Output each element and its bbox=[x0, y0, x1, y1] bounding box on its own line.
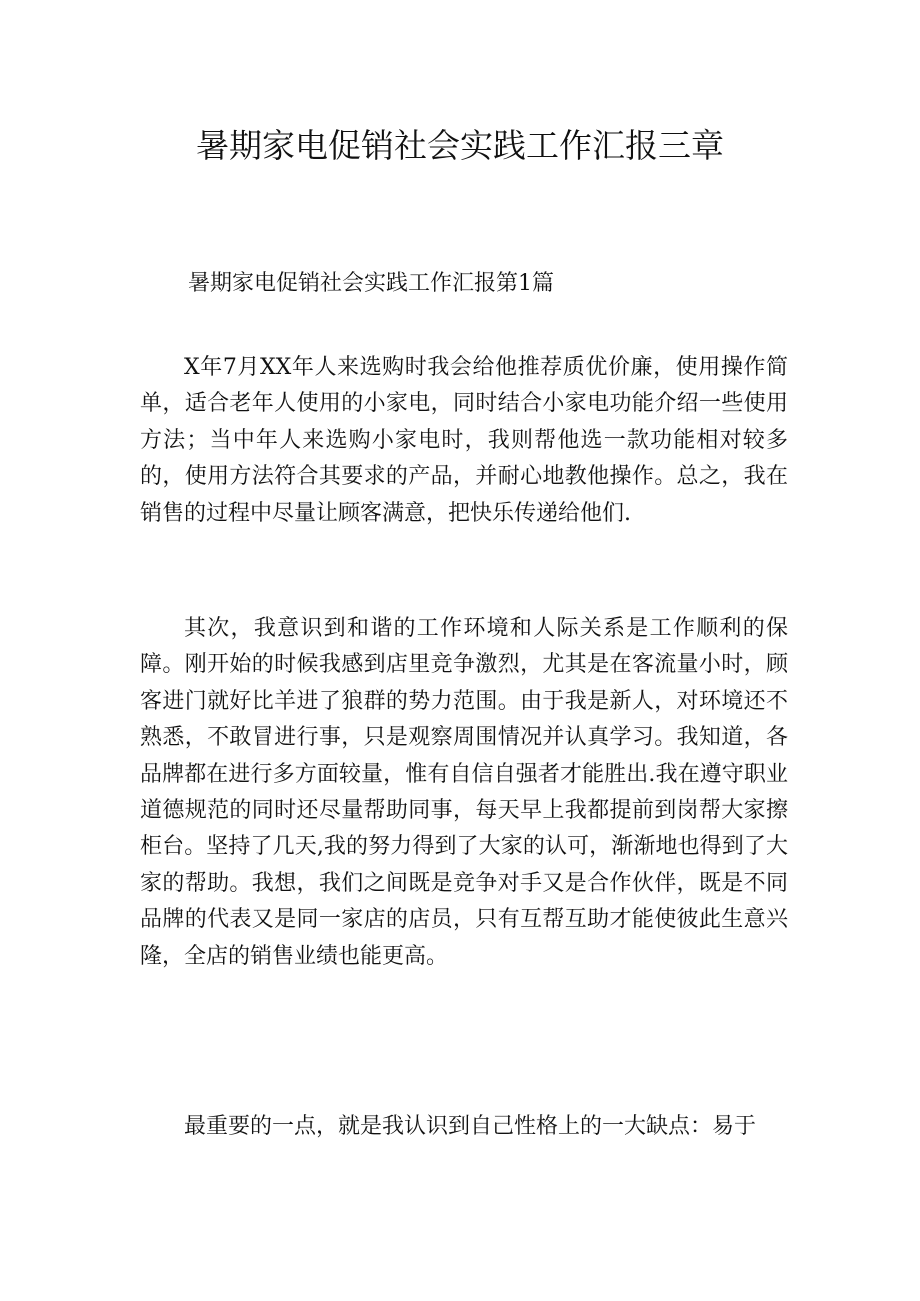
document-title: 暑期家电促销社会实践工作汇报三章 bbox=[196, 126, 724, 165]
paragraph-1: X年7月XX年人来选购时我会给他推荐质优价廉，使用操作简单，适合老年人使用的小家电，同时结合小家电功能介绍一些使用方法；当中年人来选购小家电时，我则帮他选一款功能相对较多的，使用方法符合其要求的产品，并耐心地教他操作。总之，我在销售的过程中尽量让顾客满意，把快乐传递给他们. bbox=[140, 355, 788, 526]
paragraph-3: 最重要的一点，就是我认识到自己性格上的一大缺点：易于 bbox=[184, 1114, 757, 1139]
section-subtitle: 暑期家电促销社会实践工作汇报第1篇 bbox=[188, 271, 554, 296]
paragraph-2: 其次，我意识到和谐的工作环境和人际关系是工作顺利的保障。刚开始的时候我感到店里竞争激烈，尤其是在客流量小时，顾客进门就好比羊进了狼群的势力范围。由于我是新人，对环境还不熟悉，不敢冒进行事，只是观察周围情况并认真学习。我知道，各品牌都在进行多方面较量，惟有自信自强者才能胜出.我在遵守职业道德规范的同时还尽量帮助同事，每天早上我都提前到岗帮大家擦柜台。坚持了几天,我的努力得到了大家的认可，渐渐地也得到了大家的帮助。我想，我们之间既是竞争对手又是合作伙伴，既是不同品牌的代表又是同一家店的店员，只有互帮互助才能使彼此生意兴隆，全店的销售业绩也能更高。 bbox=[140, 616, 788, 969]
